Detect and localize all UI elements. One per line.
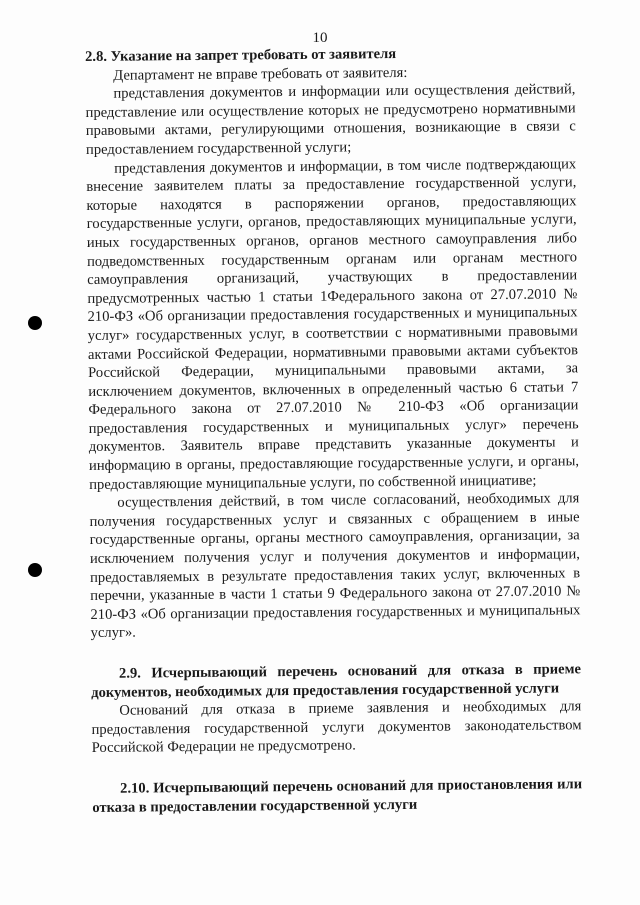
section-2-8-item-3: осуществления действий, в том числе согласований, необходимых для получения государственных услуг и связанных с обращением в иные государственные органы, органы местного самоуправления, организации, за исключением получения услуг и получения документов и информации, предоставляемых в результате предоставления таких услуг, включенных в перечни, указанные в части 1 статьи 9 Федерального закона от 27.07.2010 № 210-ФЗ «Об организации предоставления государственных и муниципальных услуг». (89, 490, 581, 642)
section-2-8-item-2: представления документов и информации, в том числе подтверждающих внесение заявителем платы за предоставление государственной услуги, которые находятся в распоряжении органов, предоставляющих государственные услуги, органов, предоставляющих муниципальные услуги, иных государственных органов, органов местного самоуправления либо подведомственных государственным органам или органам местного самоуправления организаций, участвующих в предоставлении предусмотренных частью 1 статьи 1Федерального закона от 27.07.2010 № 210-ФЗ «Об организации предоставления государственных и муниципальных услуг» государственных услуг, в соответствии с нормативными правовыми актами Российской Федерации, нормативными правовыми актами субъектов Российской Федерации, муниципальными правовыми актами, за исключением документов, включенных в определенный частью 6 статьи 7 Федерального закона от 27.07.2010 № 210-ФЗ «Об организации предоставления государственных и муниципальных услуг» перечень документов. Заявитель вправе представить указанные документы и информацию в органы, предоставляющие государственные услуги, и органы, предоставляющие муниципальные услуги, по собственной инициативе; (86, 155, 580, 493)
section-2-9-body: Оснований для отказа в приеме заявления и необходимых для предоставления государственной услуги документов законодательством Российской Федерации не предусмотрено. (91, 698, 582, 757)
section-2-10-heading: 2.10. Исчерпывающий перечень оснований для приостановления или отказа в предоставлении государственной услуги (92, 776, 583, 816)
section-2-8-intro: Департамент не вправе требовать от заявителя: (113, 64, 408, 84)
binder-punch-hole (28, 316, 42, 330)
section-2-8-item-1: представления документов и информации или осуществления действий, представление или осуществление которых не предусмотрено нормативными правовыми актами, регулирующими отношения, возникающие в связи с предоставлением государственной услуги; (85, 81, 576, 158)
section-2-8-heading: 2.8. Указание на запрет требовать от заявителя (85, 46, 397, 65)
page-content (85, 43, 582, 817)
page-number: 10 (312, 30, 328, 46)
binder-punch-hole (28, 563, 42, 577)
section-2-9-heading: 2.9. Исчерпывающий перечень оснований для отказа в приеме документов, необходимых для предоставления государственной услуги (91, 661, 582, 701)
